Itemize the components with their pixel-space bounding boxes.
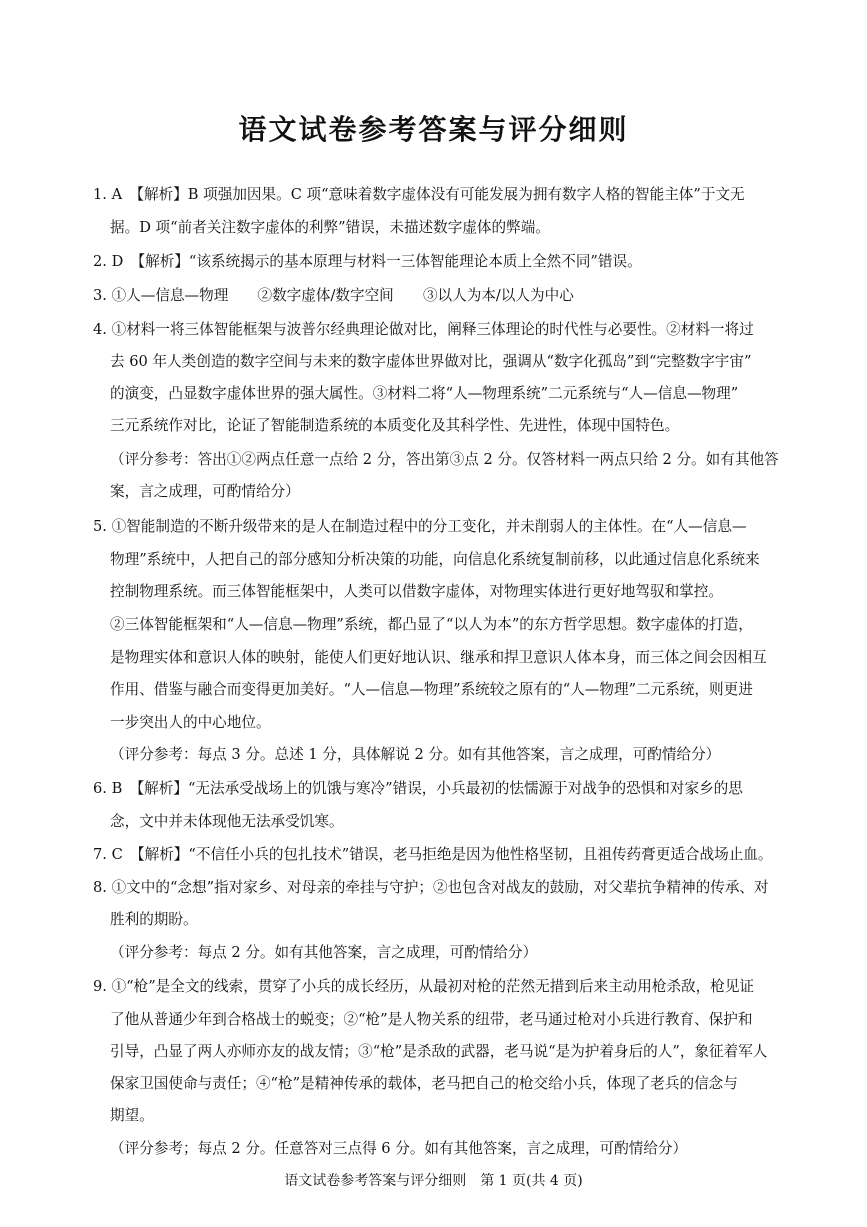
answer-6-line: 念，文中并未体现他无法承受饥寒。 xyxy=(110,813,344,830)
answer-4-line: 三元系统作对比，论证了智能制造系统的本质变化及其科学性、先进性，体现中国特色。 xyxy=(110,417,680,434)
answer-5-line: ②三体智能框架和“人—信息—物理”系统，都凸显了“以人为本”的东方哲学思想。数字虚体的打造， xyxy=(110,616,753,633)
answer-5-line: 物理”系统中，人把自己的部分感知分析决策的功能，向信息化系统复制前移，以此通过信息化系统来 xyxy=(110,551,760,568)
answer-9-line: 9. ①“枪”是全文的线索，贯穿了小兵的成长经历，从最初对枪的茫然无措到后来主动用枪杀敌，枪见证 xyxy=(93,978,755,995)
answer-4-line: 去 60 年人类创造的数字空间与未来的数字虚体世界做对比，强调从“数字化孤岛”到“完整数字宇宙” xyxy=(110,353,752,370)
answer-5-line: 控制物理系统。而三体智能框架中，人类可以借数字虚体，对物理实体进行更好地驾驭和掌控。 xyxy=(110,583,723,600)
answer-6-line: 6. B 【解析】“无法承受战场上的饥饿与寒冷”错误，小兵最初的怯懦源于对战争的恐惧和对家乡的思 xyxy=(93,780,743,797)
answer-9-line: （评分参考；每点 2 分。任意答对三点得 6 分。如有其他答案，言之成理，可酌情给分） xyxy=(110,1140,688,1157)
answer-5-line: 5. ①智能制造的不断升级带来的是人在制造过程中的分工变化，并未削弱人的主体性。在“人—信息— xyxy=(93,518,747,535)
answer-8-line: （评分参考：每点 2 分。如有其他答案，言之成理，可酌情给分） xyxy=(110,944,538,961)
answer-3-line: 3. ①人—信息—物理 ②数字虚体/数字空间 ③以人为本/以人为中心 xyxy=(93,287,574,304)
answer-8-line: 胜利的期盼。 xyxy=(110,911,198,928)
answer-9-line: 保家卫国使命与责任；④“枪”是精神传承的载体，老马把自己的枪交给小兵，体现了老兵的信念与 xyxy=(110,1075,738,1092)
answer-7-line: 7. C 【解析】“不信任小兵的包扎技术”错误，老马拒绝是因为他性格坚韧，且祖传药膏更适合战场止血。 xyxy=(93,846,773,863)
answer-4-line: 案，言之成理，可酌情给分） xyxy=(110,483,300,500)
answer-9-line: 期望。 xyxy=(110,1107,154,1124)
answer-4-line: （评分参考：答出①②两点任意一点给 2 分，答出第③点 2 分。仅答材料一两点只给 2 分。如有其他答 xyxy=(110,451,779,468)
answer-5-line: 一步突出人的中心地位。 xyxy=(110,714,271,731)
answer-1-line: 据。D 项“前者关注数字虚体的利弊”错误，未描述数字虚体的弊端。 xyxy=(110,219,550,236)
answer-4-line: 4. ①材料一将三体智能框架与波普尔经典理论做对比，阐释三体理论的时代性与必要性。②材料一将过 xyxy=(93,321,754,338)
answer-5-line: 是物理实体和意识人体的映射，能使人们更好地认识、继承和捍卫意识人体本身，而三体之间会因相互 xyxy=(110,649,767,666)
answer-9-line: 引导，凸显了两人亦师亦友的战友情；③“枪”是杀敌的武器，老马说“是为护着身后的人”，象征着军人 xyxy=(110,1043,768,1060)
answer-8-line: 8. ①文中的“念想”指对家乡、对母亲的牵挂与守护；②也包含对战友的鼓励，对父辈抗争精神的传承、对 xyxy=(93,879,769,896)
answer-1-line: 1. A 【解析】B 项强加因果。C 项“意味着数字虚体没有可能发展为拥有数字人格的智能主体”于文无 xyxy=(93,186,745,203)
answer-5-line: 作用、借鉴与融合而变得更加美好。“人—信息—物理”系统较之原有的“人—物理”二元系统，则更进 xyxy=(110,681,753,698)
answer-9-line: 了他从普通少年到合格战士的蜕变；②“枪”是人物关系的纽带，老马通过枪对小兵进行教育、保护和 xyxy=(110,1011,753,1028)
answer-4-line: 的演变，凸显数字虚体世界的强大属性。③材料二将“人—物理系统”二元系统与“人—信息—物理” xyxy=(110,385,739,402)
answer-2-line: 2. D 【解析】“该系统揭示的基本原理与材料一三体智能理论本质上全然不同”错误。 xyxy=(93,253,642,270)
page-footer: 语文试卷参考答案与评分细则 第 1 页(共 4 页) xyxy=(284,1173,583,1189)
answer-5-line: （评分参考：每点 3 分。总述 1 分，具体解说 2 分。如有其他答案，言之成理，可酌情给分） xyxy=(110,746,721,763)
page-title: 语文试卷参考答案与评分细则 xyxy=(238,113,629,146)
